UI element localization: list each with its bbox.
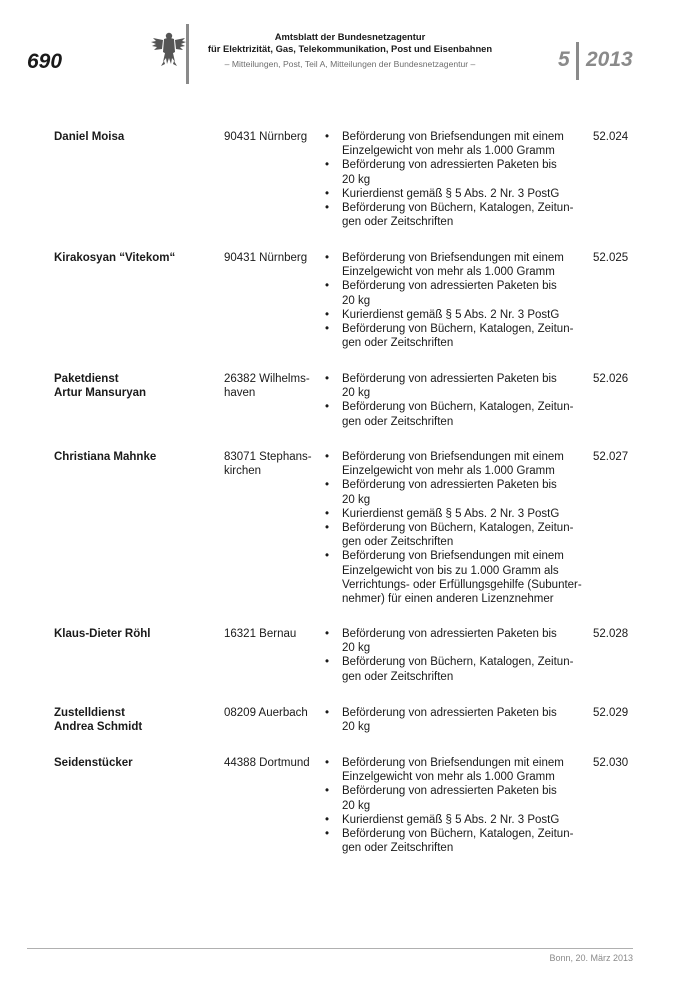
service-item: [322, 549, 590, 606]
licensee-name: [54, 130, 219, 144]
issue-divider: [576, 42, 579, 80]
service-text-line: Beförderung von Büchern, Katalogen, Zeitun-: [342, 401, 574, 414]
service-text-line: Beförderung von Büchern, Katalogen, Zeitun-: [342, 522, 574, 535]
licensee-location-line: haven: [224, 387, 256, 400]
licensee-name: [54, 706, 219, 734]
service-item: [322, 251, 590, 279]
service-text-line: 20 kg: [342, 493, 371, 506]
service-text-line: 20 kg: [342, 173, 371, 186]
service-list: [322, 251, 590, 350]
licensee-name-line: Daniel Moisa: [54, 131, 125, 143]
service-item: [322, 784, 590, 812]
service-text-line: 20 kg: [342, 294, 371, 307]
service-text-line: Einzelgewicht von mehr als 1.000 Gramm: [342, 266, 555, 279]
licensee-location-line: 83071 Stephans-: [224, 451, 312, 463]
bullet-icon: •: [325, 550, 330, 563]
licensee-name: [54, 372, 219, 400]
service-text-line: Kurierdienst gemäß § 5 Abs. 2 Nr. 3 PostG: [342, 187, 560, 200]
issue-number: 5: [558, 48, 570, 71]
footer-divider: [27, 948, 633, 949]
service-text-line: Einzelgewicht von bis zu 1.000 Gramm als: [342, 564, 559, 577]
service-text-line: Beförderung von Büchern, Katalogen, Zeitun-: [342, 656, 574, 669]
service-item: [322, 478, 590, 506]
service-item: [322, 400, 590, 428]
service-text-line: gen oder Zeitschriften: [342, 536, 454, 549]
service-text-line: gen oder Zeitschriften: [342, 670, 454, 683]
bullet-icon: •: [325, 280, 330, 293]
service-item: [322, 308, 590, 322]
service-text-line: Kurierdienst gemäß § 5 Abs. 2 Nr. 3 PostG: [342, 813, 560, 826]
licensee-location: [224, 756, 320, 770]
licensee-location-line: 90431 Nürnberg: [224, 252, 308, 264]
service-text-line: Beförderung von adressierten Paketen bis: [342, 628, 557, 640]
service-text-line: nehmer) für einen anderen Lizenznehmer: [342, 593, 554, 606]
license-number: 52.026: [593, 373, 629, 385]
license-number: 52.025: [593, 252, 629, 264]
service-text-line: Verrichtungs- oder Erfüllungsgehilfe (Subunter-: [342, 578, 582, 591]
bullet-icon: •: [325, 813, 330, 826]
licensee-location-line: 26382 Wilhelms-: [224, 373, 310, 385]
journal-title: [190, 31, 510, 55]
license-number: 52.030: [593, 757, 629, 769]
service-item: [322, 201, 590, 229]
service-text-line: 20 kg: [342, 799, 371, 812]
service-item: [322, 130, 590, 158]
service-text-line: Beförderung von Briefsendungen mit einem: [342, 451, 564, 463]
licensee-name-line: Artur Mansuryan: [54, 387, 147, 400]
bullet-icon: •: [325, 628, 330, 640]
license-number: 52.028: [593, 628, 629, 640]
bullet-icon: •: [325, 507, 330, 520]
licensee-location: [224, 627, 320, 641]
service-item: [322, 372, 590, 400]
service-text-line: Einzelgewicht von mehr als 1.000 Gramm: [342, 145, 555, 158]
license-number: 52.024: [593, 131, 629, 143]
licensee-name-line: Kirakosyan “Vitekom“: [54, 252, 176, 264]
service-text-line: 20 kg: [342, 642, 371, 655]
licensee-name-line: Zustelldienst: [54, 707, 125, 719]
footer-place-date: Bonn, 20. März 2013: [549, 953, 633, 963]
licensee-name-line: Klaus-Dieter Röhl: [54, 628, 151, 640]
service-text-line: gen oder Zeitschriften: [342, 337, 454, 350]
service-text-line: Beförderung von Briefsendungen mit einem: [342, 550, 564, 563]
licensee-name-line: Christiana Mahnke: [54, 451, 157, 463]
service-text-line: Beförderung von Briefsendungen mit einem: [342, 252, 564, 264]
bullet-icon: •: [325, 828, 330, 841]
bullet-icon: •: [325, 451, 330, 463]
licensee-name: [54, 756, 219, 770]
service-text-line: Beförderung von Büchern, Katalogen, Zeitun-: [342, 202, 574, 215]
service-text-line: Kurierdienst gemäß § 5 Abs. 2 Nr. 3 PostG: [342, 507, 560, 520]
service-list: [322, 706, 590, 734]
service-item: [322, 322, 590, 350]
service-item: [322, 521, 590, 549]
service-text-line: Beförderung von Briefsendungen mit einem: [342, 131, 564, 143]
licensee-location: [224, 130, 320, 144]
service-item: [322, 450, 590, 478]
federal-eagle-icon: [150, 30, 186, 70]
service-text-line: Beförderung von Briefsendungen mit einem: [342, 757, 564, 769]
service-list: [322, 130, 590, 229]
licensee-location: [224, 450, 320, 478]
licensee-name: [54, 251, 219, 265]
service-item: [322, 756, 590, 784]
bullet-icon: •: [325, 707, 330, 719]
license-number: 52.027: [593, 451, 629, 463]
bullet-icon: •: [325, 401, 330, 414]
journal-title-line-2: für Elektrizität, Gas, Telekommunikation, Post und Eisenbahnen: [207, 43, 493, 54]
licensee-location-line: 08209 Auerbach: [224, 707, 308, 719]
bullet-icon: •: [325, 373, 330, 385]
bullet-icon: •: [325, 522, 330, 535]
service-list: [322, 372, 590, 429]
service-text-line: 20 kg: [342, 721, 371, 734]
service-text-line: 20 kg: [342, 387, 371, 400]
licensee-location-line: 44388 Dortmund: [224, 757, 310, 769]
bullet-icon: •: [325, 479, 330, 492]
service-text-line: Beförderung von adressierten Paketen bis: [342, 479, 557, 492]
service-item: [322, 813, 590, 827]
header-divider: [186, 24, 189, 84]
service-text-line: Beförderung von Büchern, Katalogen, Zeitun-: [342, 828, 574, 841]
service-text-line: Beförderung von adressierten Paketen bis: [342, 785, 557, 798]
service-text-line: gen oder Zeitschriften: [342, 415, 454, 428]
bullet-icon: •: [325, 656, 330, 669]
journal-title-line-1: Amtsblatt der Bundesnetzagentur: [274, 31, 426, 42]
service-text-line: Einzelgewicht von mehr als 1.000 Gramm: [342, 465, 555, 478]
licensee-name: [54, 450, 219, 464]
service-item: [322, 187, 590, 201]
service-text-line: Beförderung von adressierten Paketen bis: [342, 707, 557, 719]
service-text-line: Beförderung von Büchern, Katalogen, Zeitun-: [342, 323, 574, 336]
service-text-line: Beförderung von adressierten Paketen bis: [342, 373, 557, 385]
service-item: [322, 507, 590, 521]
service-item: [322, 655, 590, 683]
bullet-icon: •: [325, 159, 330, 172]
bullet-icon: •: [325, 131, 330, 143]
service-list: [322, 450, 590, 606]
service-text-line: Beförderung von adressierten Paketen bis: [342, 159, 557, 172]
bullet-icon: •: [325, 308, 330, 321]
bullet-icon: •: [325, 323, 330, 336]
licensee-location-line: kirchen: [224, 465, 262, 478]
service-text-line: Kurierdienst gemäß § 5 Abs. 2 Nr. 3 PostG: [342, 308, 560, 321]
licensee-location-line: 90431 Nürnberg: [224, 131, 308, 143]
page-number: 690: [27, 50, 63, 73]
bullet-icon: •: [325, 757, 330, 769]
service-item: [322, 827, 590, 855]
service-text-line: Einzelgewicht von mehr als 1.000 Gramm: [342, 771, 555, 784]
bullet-icon: •: [325, 785, 330, 798]
licensee-name-line: Andrea Schmidt: [54, 721, 143, 734]
licensee-name-line: Seidenstücker: [54, 757, 133, 769]
bullet-icon: •: [325, 202, 330, 215]
service-list: [322, 627, 590, 684]
service-text-line: gen oder Zeitschriften: [342, 842, 454, 855]
licensee-name: [54, 627, 219, 641]
service-item: [322, 279, 590, 307]
licensee-location: [224, 251, 320, 265]
service-item: [322, 627, 590, 655]
licensee-name-line: Paketdienst: [54, 373, 119, 385]
service-text-line: Beförderung von adressierten Paketen bis: [342, 280, 557, 293]
service-item: [322, 706, 590, 734]
service-item: [322, 158, 590, 186]
journal-subtitle: – Mitteilungen, Post, Teil A, Mitteilungen der Bundesnetzagentur –: [224, 59, 476, 69]
service-list: [322, 756, 590, 855]
service-text-line: gen oder Zeitschriften: [342, 216, 454, 229]
bullet-icon: •: [325, 252, 330, 264]
bullet-icon: •: [325, 187, 330, 200]
issue-year: 2013: [586, 48, 633, 71]
license-number: 52.029: [593, 707, 629, 719]
licensee-location: [224, 372, 320, 400]
licensee-location-line: 16321 Bernau: [224, 628, 297, 640]
licensee-location: [224, 706, 320, 720]
